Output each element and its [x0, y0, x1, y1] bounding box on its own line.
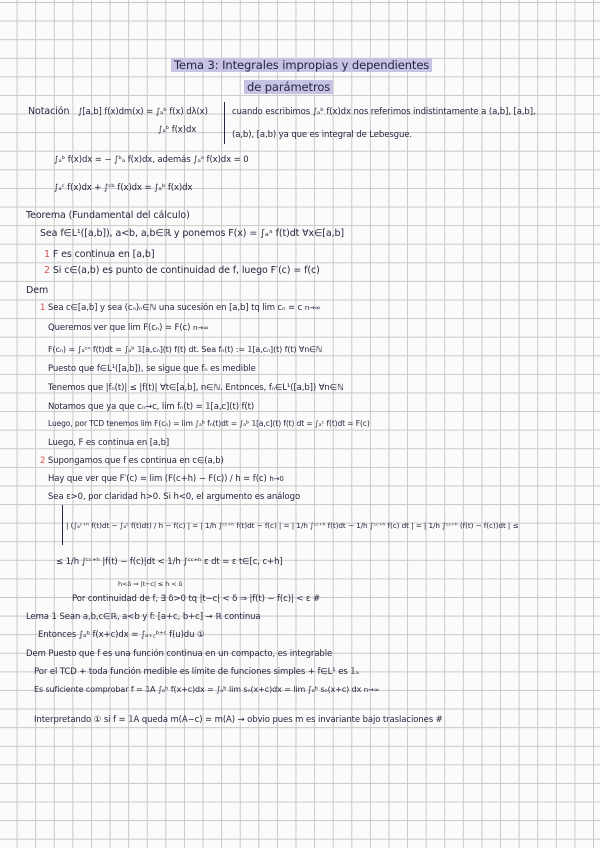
proof-part-2-number: 2 — [40, 456, 46, 466]
proof-part-1-line-1: 1 Sea c∈[a,b] y sea (cₙ)ₙ∈ℕ una sucesión en [a,b] tq lim cₙ = c n→∞ — [40, 303, 321, 313]
proof-part-2-line-3: Sea ε>0, por claridad h>0. Si h<0, el argumento es análogo — [48, 492, 301, 502]
proof-part-2-line-2: Hay que ver que F′(c) = lim (F(c+h) − F(c)) / h = f(c) h→0 — [48, 474, 284, 484]
notation-divider — [224, 102, 225, 144]
notation-rule-1: ∫ₐᵇ f(x)dx = − ∫ᵇₐ f(x)dx, además ∫ₐᵃ f(x)dx = 0 — [54, 155, 249, 165]
proof-part-2-line-4: | (∫ₐᶜ⁺ʰ f(t)dt − ∫ₐᶜ f(t)dt) / h − f(c) | = | 1/h ∫ᶜᶜ⁺ʰ f(t)dt − f(c) | = | 1/h ∫ᶜᶜ⁺ʰ f(t)dt − 1/h ∫ᶜᶜ⁺ʰ f(c) dt | = | 1/h ∫ᶜᶜ⁺ʰ (f(t) − f(c))dt | ≤ — [66, 521, 519, 530]
proof-part-1-line-5: Tenemos que |fₙ(t)| ≤ |f(t)| ∀t∈[a,b], n∈ℕ. Entonces, fₙ∈L¹([a,b]) ∀n∈ℕ — [48, 383, 344, 393]
theorem-item-2 — [44, 265, 320, 277]
proof-part-1-line-3: F(cₙ) = ∫ₐᶜⁿ f(t)dt = ∫ₐᵇ 𝟙[a,cₙ](t) f(t) dt. Sea fₙ(t) := 𝟙[a,cₙ](t) f(t) ∀n∈ℕ — [48, 345, 323, 354]
theorem-item-2-number: 2 — [44, 265, 50, 276]
proof-part-2-line-1: 2 Supongamos que f es continua en c∈(a,b) — [40, 456, 224, 466]
lemma-proof-line-4: Interpretando ① si f = 𝟙A queda m(A−c) = m(A) → obvio pues m es invariante bajo traslaciones # — [34, 715, 443, 725]
lemma-proof-line-3: Es suficiente comprobar f = 𝟙A ∫ₐᵇ f(x+c)dx = ∫ₐᵇ lim sₙ(x+c)dx = lim ∫ₐᵇ sₙ(x+c) dx n→∞ — [34, 685, 380, 694]
lemma-label: Lema 1 — [26, 612, 57, 622]
proof-part-1-line-7: Luego, por TCD tenemos lim F(cₙ) = lim ∫ₐᵇ fₙ(t)dt = ∫ₐᵇ 𝟙[a,c](t) f(t) dt = ∫ₐᶜ f(t)dt = F(c) — [48, 419, 370, 428]
lemma-heading — [26, 611, 261, 623]
proof-part-1-number: 1 — [40, 303, 46, 313]
page-title-line1: Tema 3: Integrales impropias y dependientes — [171, 58, 432, 72]
notation-explanation-2: (a,b), [a,b) ya que es integral de Lebesgue. — [232, 130, 412, 140]
proof-part-1-line-8: Luego, F es continua en [a,b] — [48, 438, 170, 448]
lemma-proof-line-1: Dem Puesto que f es una función continua en un compacto, es integrable — [26, 649, 333, 659]
notation-explanation-1: cuando escribimos ∫ₐᵇ f(x)dx nos referimos indistintamente a (a,b], [a,b], — [232, 107, 536, 117]
lemma-statement: Sean a,b,c∈ℝ, a<b y f: [a+c, b+c] → ℝ continua — [59, 612, 261, 622]
proof-abs-left-bar — [62, 505, 63, 545]
proof-part-1-line-6: Notamos que ya que cₙ→c, lim fₙ(t) = 𝟙[a,c](t) f(t) — [48, 402, 255, 412]
notation-rule-2: ∫ₐᶜ f(x)dx + ∫ᶜᵇ f(x)dx = ∫ₐᵇ f(x)dx — [54, 183, 193, 193]
theorem-item-1 — [44, 249, 154, 261]
proof-heading: Dem — [26, 285, 49, 296]
proof-part-2-line-7: Por continuidad de f, ∃ δ>0 tq |t−c| < δ ⇒ |f(t) − f(c)| < ε # — [72, 594, 321, 604]
proof-part-2-line-5: ≤ 1/h ∫ᶜᶜ⁺ʰ |f(t) − f(c)|dt < 1/h ∫ᶜᶜ⁺ʰ ε dt = ε t∈[c, c+h] — [56, 557, 283, 567]
proof-part-1-line-2: Queremos ver que lim F(cₙ) = F(c) n→∞ — [48, 323, 209, 333]
notation-label: Notación — [28, 106, 70, 117]
notation-formula-left2: ∫ₐᵇ f(x)dx — [158, 125, 197, 135]
theorem-statement: Sea f∈L¹([a,b]), a<b, a,b∈ℝ y ponemos F(x) = ∫ₐˣ f(t)dt ∀x∈[a,b] — [40, 228, 345, 239]
theorem-item-1-text: F es continua en [a,b] — [52, 249, 155, 260]
theorem-item-2-text: Si c∈(a,b) es punto de continuidad de f, luego F′(c) = f(c) — [52, 265, 320, 276]
notation-formula-left: ∫[a,b] f(x)dm(x) = ∫ₐᵇ f(x) dλ(x) — [78, 107, 208, 117]
theorem-heading: Teorema (Fundamental del cálculo) — [26, 210, 190, 221]
lemma-conclusion: Entonces ∫ₐᵇ f(x+c)dx = ∫ₐ₊꜀ᵇ⁺ᶜ f(u)du ① — [38, 630, 205, 640]
lemma-proof-line-2: Por el TCD + toda función medible es límite de funciones simples + f∈L¹ es 𝟙ₐ — [34, 667, 359, 677]
proof-part-2-line-6: h<δ ⇒ |t−c| ≤ h < δ — [118, 580, 183, 588]
page-title-line2: de parámetros — [244, 80, 333, 94]
proof-part-1-line-4: Puesto que f∈L¹([a,b]), se sigue que fₙ es medible — [48, 364, 256, 374]
theorem-item-1-number: 1 — [44, 249, 50, 260]
